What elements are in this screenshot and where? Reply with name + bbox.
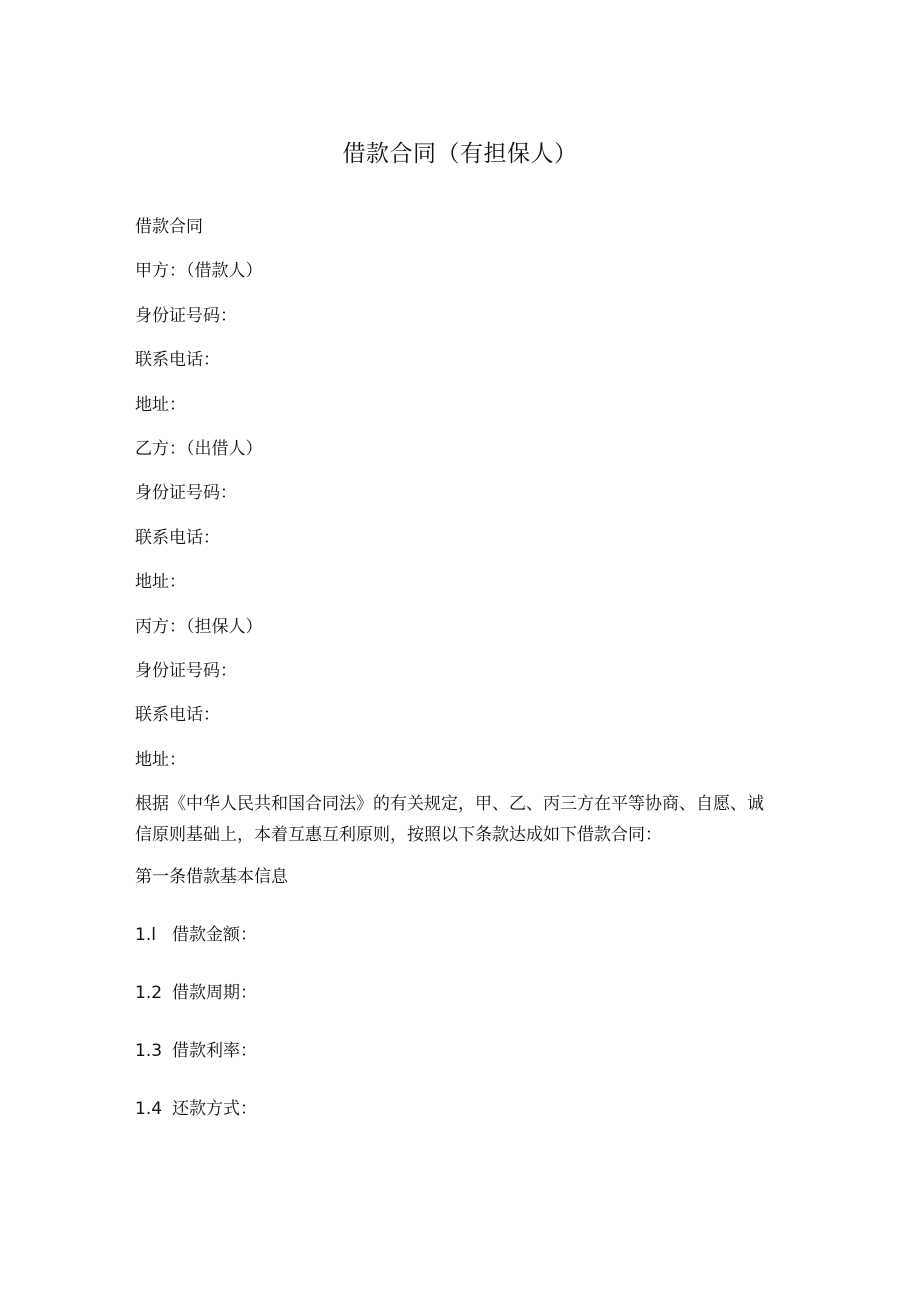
party-b-phone: 联系电话： — [135, 528, 220, 548]
article1-item-number: 1.l — [135, 925, 156, 945]
party-b-label: 乙方：（出借人） — [135, 439, 263, 459]
party-a-id-number: 身份证号码： — [135, 306, 237, 326]
article1-item-label: 借款周期： — [172, 983, 257, 1003]
article1-item — [135, 1039, 257, 1063]
party-a-phone: 联系电话： — [135, 350, 220, 370]
article1-item-label: 借款利率： — [172, 1041, 257, 1061]
party-c-phone: 联系电话： — [135, 705, 220, 725]
article1-item — [135, 981, 257, 1005]
preamble-paragraph: 根据《中华人民共和国合同法》的有关规定，甲、乙、丙三方在平等协商、自愿、诚信原则基础上，本着互惠互利原则，按照以下条款达成如下借款合同： — [135, 794, 764, 845]
article1-item-number: 1.3 — [135, 1041, 163, 1061]
party-c-address: 地址： — [135, 750, 186, 770]
article1-item — [135, 1097, 257, 1121]
article1-item-label: 还款方式： — [172, 1099, 257, 1119]
article1-item-number: 1.4 — [135, 1099, 163, 1119]
article1-item-label: 借款金额： — [172, 925, 257, 945]
party-a-address: 地址： — [135, 395, 186, 415]
party-c-label: 丙方：（担保人） — [135, 617, 263, 637]
party-c-id-number: 身份证号码： — [135, 661, 237, 681]
party-a-label: 甲方：（借款人） — [135, 261, 263, 281]
contract-heading: 借款合同 — [135, 217, 203, 237]
article1-item — [135, 923, 257, 947]
article1-item-number: 1.2 — [135, 983, 163, 1003]
party-b-address: 地址： — [135, 572, 186, 592]
document-title: 借款合同（有担保人） — [342, 141, 578, 167]
party-b-id-number: 身份证号码： — [135, 483, 237, 503]
article1-heading: 第一条借款基本信息 — [135, 867, 288, 887]
